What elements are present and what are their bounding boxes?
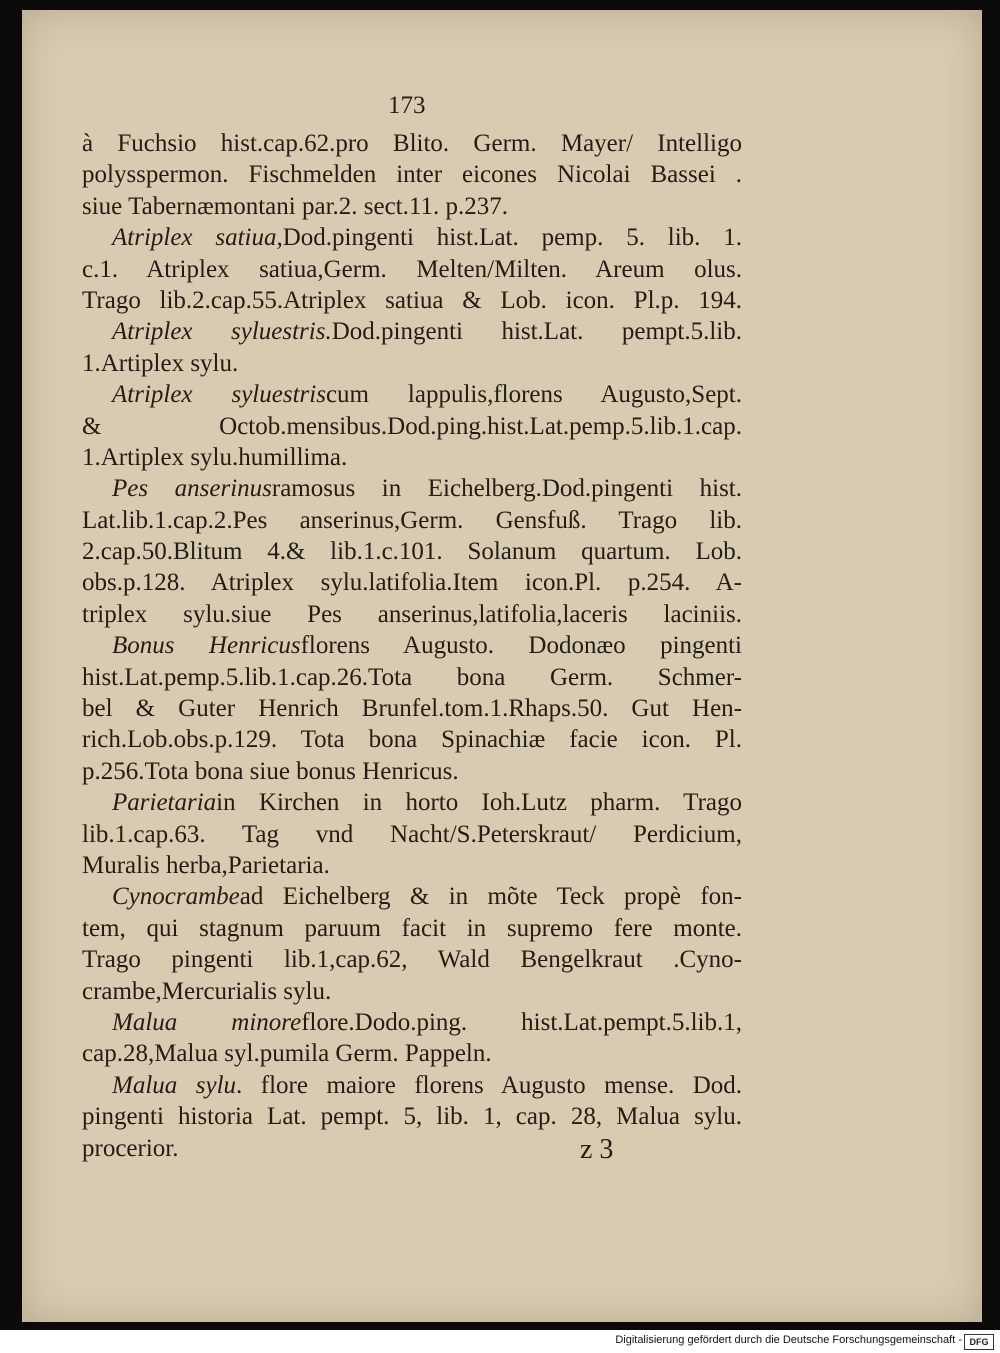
line-text: & Octob.mensibus.Dod.ping.hist.Lat.pemp.5.lib.1.cap.: [82, 412, 742, 440]
entry-lemma: Malua minore: [112, 1008, 302, 1036]
line-text: lib.1.cap.63. Tag vnd Nacht/S.Peterskraut/ Perdicium,: [82, 820, 742, 848]
text-line: [82, 473, 742, 504]
scanned-page: [22, 10, 982, 1322]
line-text: bel & Guter Henrich Brunfel.tom.1.Rhaps.50. Gut Hen-: [82, 695, 742, 723]
text-line: [82, 254, 742, 285]
line-text: . flore maiore florens Augusto mense. Dod.: [236, 1071, 742, 1099]
text-line: [82, 662, 742, 693]
line-text: c.1. Atriplex satiua,Germ. Melten/Milten. Areum olus.: [82, 255, 742, 283]
text-line: [82, 222, 742, 253]
line-text: ad Eichelberg & in mõte Teck propè fon-: [239, 883, 742, 911]
text-line: [82, 850, 742, 881]
text-line: [82, 567, 742, 598]
line-text: Dod.pingenti hist.Lat. pemp. 5. lib. 1.: [282, 224, 742, 252]
text-line: [82, 881, 742, 912]
footer-bar: [0, 1330, 1000, 1353]
text-line: [82, 1070, 742, 1101]
text-line: [82, 693, 742, 724]
line-text: crambe,Mercurialis sylu.: [82, 977, 332, 1005]
text-line: [82, 442, 742, 473]
entry-lemma: Pes anserinus: [112, 475, 272, 503]
text-line: [82, 348, 742, 379]
text-line: [82, 599, 742, 630]
line-text: 1.Artiplex sylu.: [82, 349, 239, 377]
line-text: siue Tabernæmontani par.2. sect.11. p.237.: [82, 192, 508, 220]
text-line: [82, 1007, 742, 1038]
line-text: Muralis herba,Parietaria.: [82, 851, 330, 879]
line-text: cap.28,Malua syl.pumila Germ. Pappeln.: [82, 1040, 492, 1068]
line-text: cum lappulis,florens Augusto,Sept.: [325, 381, 743, 409]
line-text: in Kirchen in horto Ioh.Lutz pharm. Trago: [216, 789, 742, 817]
dfg-logo: DFG: [964, 1334, 994, 1350]
text-line: [82, 913, 742, 944]
line-text: p.256.Tota bona siue bonus Henricus.: [82, 757, 459, 785]
text-line: [82, 1133, 742, 1164]
entry-lemma: Atriplex satiua,: [112, 224, 283, 252]
line-text: 1.Artiplex sylu.humillima.: [82, 443, 348, 471]
line-text: pingenti historia Lat. pempt. 5, lib. 1, cap. 28, Malua sylu.: [82, 1103, 742, 1131]
text-line: [82, 285, 742, 316]
line-text: polysspermon. Fischmelden inter eicones Nicolai Bassei .: [82, 161, 742, 189]
text-line: [82, 536, 742, 567]
text-line: [82, 944, 742, 975]
line-text: Trago pingenti lib.1,cap.62, Wald Bengelkraut .Cyno-: [82, 946, 742, 974]
text-line: [82, 1038, 742, 1069]
text-line: [82, 976, 742, 1007]
line-text: ramosus in Eichelberg.Dod.pingenti hist.: [271, 475, 742, 503]
line-text: Dod.pingenti hist.Lat. pempt.5.lib.: [331, 318, 742, 346]
line-text: florens Augusto. Dodonæo pingenti: [300, 632, 743, 660]
text-line: [82, 191, 742, 222]
signature-mark: z 3: [580, 1134, 614, 1165]
line-text: obs.p.128. Atriplex sylu.latifolia.Item icon.Pl. p.254. A-: [82, 569, 742, 597]
text-line: [82, 505, 742, 536]
line-text: Lat.lib.1.cap.2.Pes anserinus,Germ. Gensfuß. Trago lib.: [82, 506, 742, 534]
line-text: rich.Lob.obs.p.129. Tota bona Spinachiæ facie icon. Pl.: [82, 726, 742, 754]
footer-credit: Digitalisierung gefördert durch die Deutsche Forschungsgemeinschaft -: [615, 1334, 962, 1346]
text-line: [82, 756, 742, 787]
line-text: hist.Lat.pemp.5.lib.1.cap.26.Tota bona Germ. Schmer-: [82, 663, 742, 691]
text-body: [82, 128, 742, 1164]
line-text: flore.Dodo.ping. hist.Lat.pempt.5.lib.1,: [301, 1008, 742, 1036]
line-text: tem, qui stagnum paruum facit in supremo fere monte.: [82, 914, 742, 942]
text-line: [82, 316, 742, 347]
entry-lemma: Cynocrambe: [112, 883, 240, 911]
entry-lemma: Bonus Henricus: [112, 632, 301, 660]
text-line: [82, 411, 742, 442]
entry-lemma: Parietaria: [112, 789, 217, 817]
line-text: 2.cap.50.Blitum 4.& lib.1.c.101. Solanum quartum. Lob.: [82, 538, 742, 566]
text-line: [82, 1101, 742, 1132]
text-line: [82, 819, 742, 850]
entry-lemma: Atriplex syluestris.: [112, 318, 332, 346]
text-line: [82, 379, 742, 410]
line-text: procerior.: [82, 1134, 179, 1162]
page-number: 173: [388, 92, 426, 119]
text-line: [82, 787, 742, 818]
text-line: [82, 159, 742, 190]
entry-lemma: Atriplex syluestris: [112, 381, 326, 409]
text-line: [82, 630, 742, 661]
entry-lemma: Malua sylu: [112, 1071, 237, 1099]
text-line: [82, 724, 742, 755]
line-text: à Fuchsio hist.cap.62.pro Blito. Germ. Mayer/ Intelligo: [82, 130, 742, 157]
line-text: Trago lib.2.cap.55.Atriplex satiua & Lob. icon. Pl.p. 194.: [82, 286, 742, 314]
line-text: triplex sylu.siue Pes anserinus,latifolia,laceris laciniis.: [82, 600, 742, 628]
text-line: [82, 128, 742, 159]
